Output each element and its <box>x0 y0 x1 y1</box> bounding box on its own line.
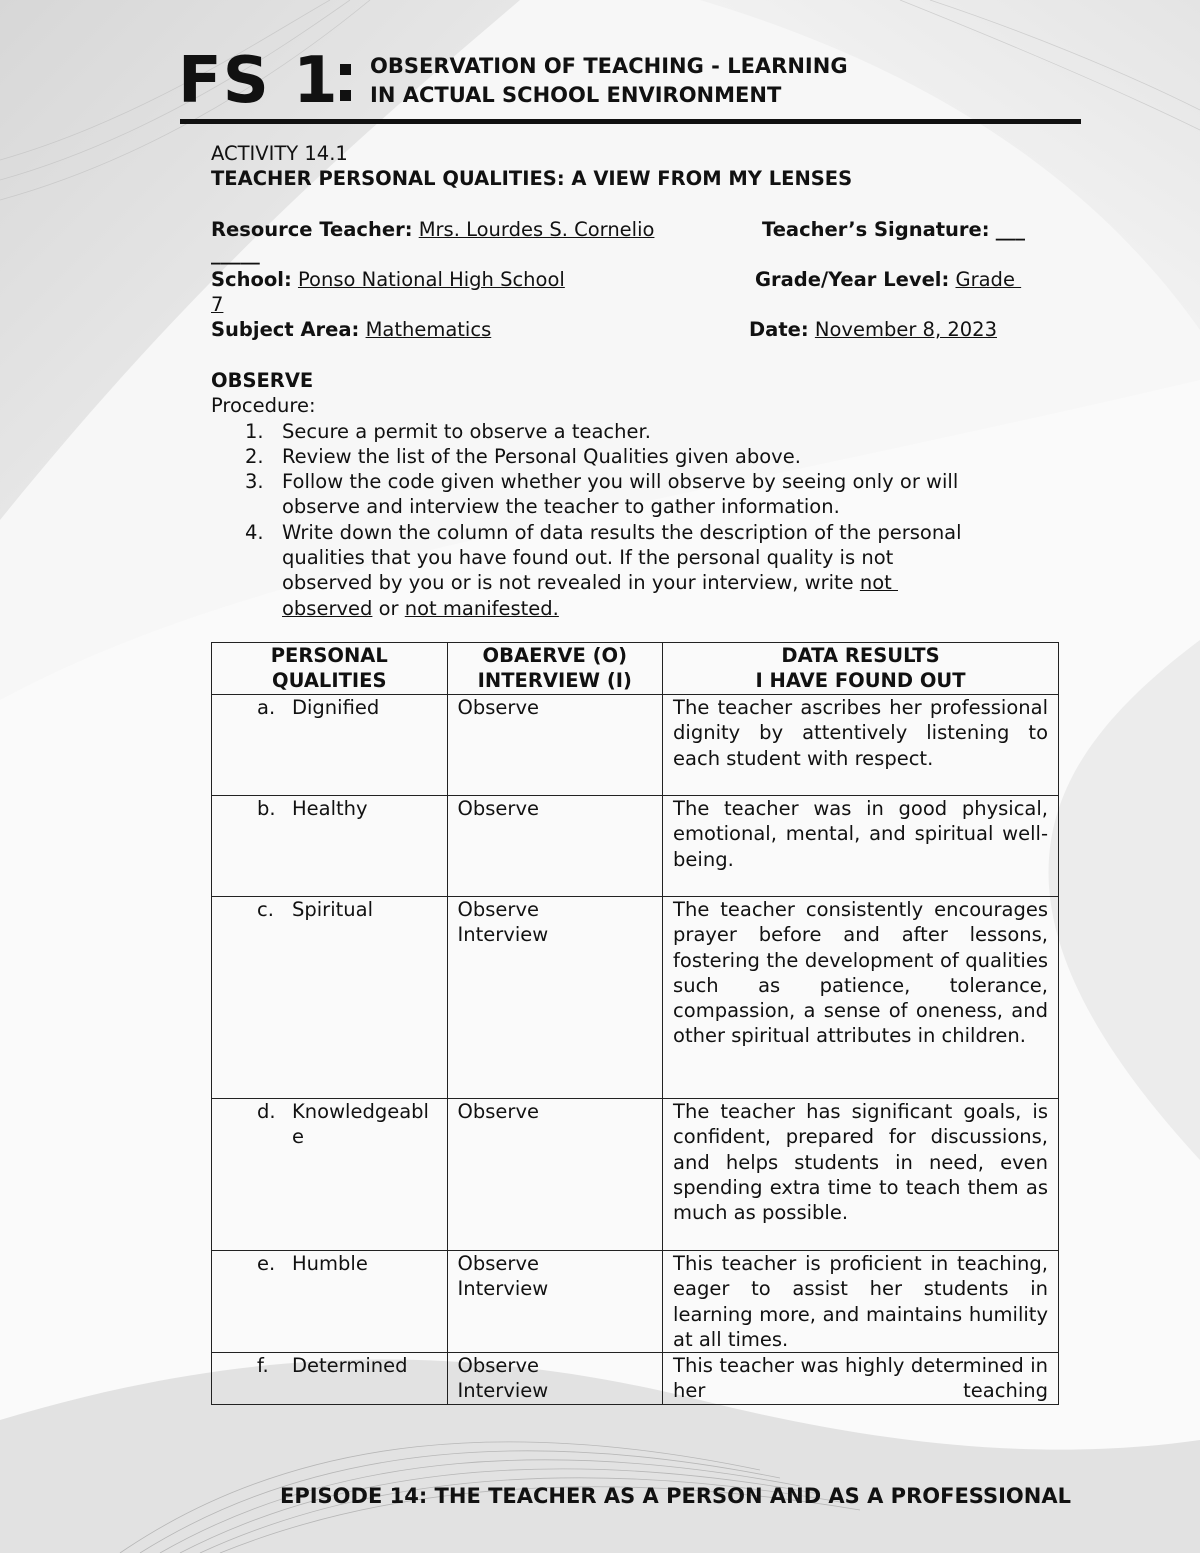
grade-value-continued: 7 <box>211 293 224 316</box>
procedure-step <box>211 444 1058 469</box>
header-divider <box>180 119 1081 124</box>
procedure-step <box>211 469 1058 520</box>
subject-row <box>211 317 491 342</box>
method-cell <box>447 1251 663 1353</box>
procedure-step <box>211 520 1058 621</box>
step-text-line <box>282 570 1058 595</box>
column-header-observe-interview <box>447 643 663 695</box>
step-text-fragment: or <box>372 596 405 620</box>
quality-cell <box>212 897 448 1099</box>
quality-cell <box>212 796 448 897</box>
school-label: School: <box>211 268 292 291</box>
table-row <box>212 1099 1059 1251</box>
date-value: November 8, 2023 <box>814 318 997 341</box>
header-text: DATA RESULTS <box>781 644 940 667</box>
step-text-line: observe and interview the teacher to gather information. <box>282 495 840 519</box>
step-number: 2. <box>245 444 264 468</box>
quality-name: Healthy <box>292 797 368 820</box>
method-cell <box>447 1353 663 1405</box>
course-code: FS 1 <box>178 44 339 118</box>
step-text-line: Follow the code given whether you will observe by seeing only or will <box>282 470 959 494</box>
method-text: Interview <box>457 1379 549 1403</box>
quality-letter: c. <box>257 898 274 921</box>
quality-letter: f. <box>257 1354 269 1378</box>
date-label: Date: <box>749 318 809 341</box>
procedure-section <box>211 368 1058 621</box>
observe-heading: OBSERVE <box>211 369 314 392</box>
step-number: 1. <box>245 419 264 443</box>
header-text: I HAVE FOUND OUT <box>755 669 966 693</box>
quality-letter: b. <box>257 797 276 820</box>
method-text: Observe <box>457 898 539 921</box>
header-colon-decoration <box>340 58 352 106</box>
header-text: OBAERVE (O) <box>482 644 628 667</box>
quality-name: Knowledgeable <box>292 1100 429 1149</box>
column-header-data-results <box>663 643 1059 695</box>
method-text: Interview <box>457 1277 549 1301</box>
signature-row <box>762 217 1025 242</box>
table-row <box>212 897 1059 1099</box>
result-cell: The teacher was in good physical, emotional, mental, and spiritual well-being. <box>663 796 1059 897</box>
method-cell <box>447 1099 663 1251</box>
quality-name: Determined <box>292 1354 408 1378</box>
result-cell: This teacher was highly determined in her teaching <box>663 1353 1059 1405</box>
table-row <box>212 796 1059 897</box>
method-cell <box>447 695 663 796</box>
method-text: Observe <box>457 797 539 820</box>
grade-row <box>755 267 1021 292</box>
result-cell: The teacher consistently encourages prayer before and after lessons, fostering the development of qualities such as patience, tolerance, compassion, a sense of oneness, and other spiritual attributes in children. <box>663 897 1059 1099</box>
quality-cell <box>212 695 448 796</box>
header-text: PERSONAL <box>270 644 388 667</box>
step-text-line <box>282 596 1058 621</box>
quality-letter: a. <box>257 696 276 719</box>
not-observed-term: not <box>859 571 898 595</box>
step-text: Secure a permit to observe a teacher. <box>282 419 651 443</box>
quality-letter: e. <box>257 1252 276 1275</box>
result-cell: This teacher is proficient in teaching, eager to assist her students in learning more, and maintains humility at all times. <box>663 1251 1059 1353</box>
header-title <box>370 52 848 110</box>
column-header-personal-qualities <box>212 643 448 695</box>
personal-qualities-table <box>211 642 1059 1405</box>
step-text-line: Write down the column of data results the description of the personal <box>282 520 962 544</box>
quality-cell <box>212 1099 448 1251</box>
not-observed-term-continued: observed <box>282 596 373 620</box>
activity-title: TEACHER PERSONAL QUALITIES: A VIEW FROM MY LENSES <box>211 167 853 190</box>
step-number: 3. <box>245 470 264 494</box>
table-row <box>212 1251 1059 1353</box>
quality-cell <box>212 1251 448 1353</box>
header-text: QUALITIES <box>272 669 387 693</box>
header-title-line1: OBSERVATION OF TEACHING - LEARNING <box>370 54 848 78</box>
table-row <box>212 1353 1059 1405</box>
method-text: Observe <box>457 1252 539 1275</box>
method-text: Observe <box>457 1354 539 1378</box>
result-cell: The teacher ascribes her professional dignity by attentively listening to each student with respect. <box>663 695 1059 796</box>
quality-name: Spiritual <box>292 898 373 921</box>
signature-blank: ___ <box>995 218 1026 241</box>
procedure-steps <box>211 419 1058 621</box>
resource-teacher-value: Mrs. Lourdes S. Cornelio <box>418 218 655 241</box>
resource-teacher-label: Resource Teacher: <box>211 218 413 241</box>
table-row <box>212 695 1059 796</box>
method-text: Interview <box>457 923 549 947</box>
header-title-line2: IN ACTUAL SCHOOL ENVIRONMENT <box>370 83 782 107</box>
activity-number: ACTIVITY 14.1 <box>211 142 348 165</box>
method-text: Observe <box>457 696 539 719</box>
subject-value: Mathematics <box>365 318 492 341</box>
header-text: INTERVIEW (I) <box>477 669 632 693</box>
method-cell <box>447 897 663 1099</box>
step-text: Review the list of the Personal Qualities given above. <box>282 444 801 468</box>
quality-name: Humble <box>292 1252 368 1275</box>
school-row <box>211 267 565 292</box>
step-text-fragment: observed by you or is not revealed in your interview, write <box>282 571 860 595</box>
quality-name: Dignified <box>292 696 380 719</box>
table-header-row <box>212 643 1059 695</box>
method-cell <box>447 796 663 897</box>
quality-cell <box>212 1353 448 1405</box>
not-manifested-term: not manifested. <box>404 596 559 620</box>
grade-value: Grade <box>955 268 1022 291</box>
step-number: 4. <box>245 520 264 544</box>
result-cell: The teacher has significant goals, is confident, prepared for discussions, and helps students in need, even spending extra time to teach them as much as possible. <box>663 1099 1059 1251</box>
subject-label: Subject Area: <box>211 318 360 341</box>
procedure-label: Procedure: <box>211 394 316 418</box>
grade-label: Grade/Year Level: <box>755 268 950 291</box>
school-value: Ponso National High School <box>297 268 565 291</box>
procedure-step <box>211 419 1058 444</box>
step-text-line: qualities that you have found out. If the personal quality is not <box>282 546 894 570</box>
signature-blank-continued: _____ <box>211 242 260 265</box>
quality-letter: d. <box>257 1100 276 1123</box>
date-row <box>749 317 997 342</box>
method-text: Observe <box>457 1100 539 1123</box>
episode-footer: EPISODE 14: THE TEACHER AS A PERSON AND AS A PROFESSIONAL <box>280 1484 1071 1508</box>
signature-label: Teacher’s Signature: <box>762 218 990 241</box>
resource-teacher-row <box>211 217 654 242</box>
